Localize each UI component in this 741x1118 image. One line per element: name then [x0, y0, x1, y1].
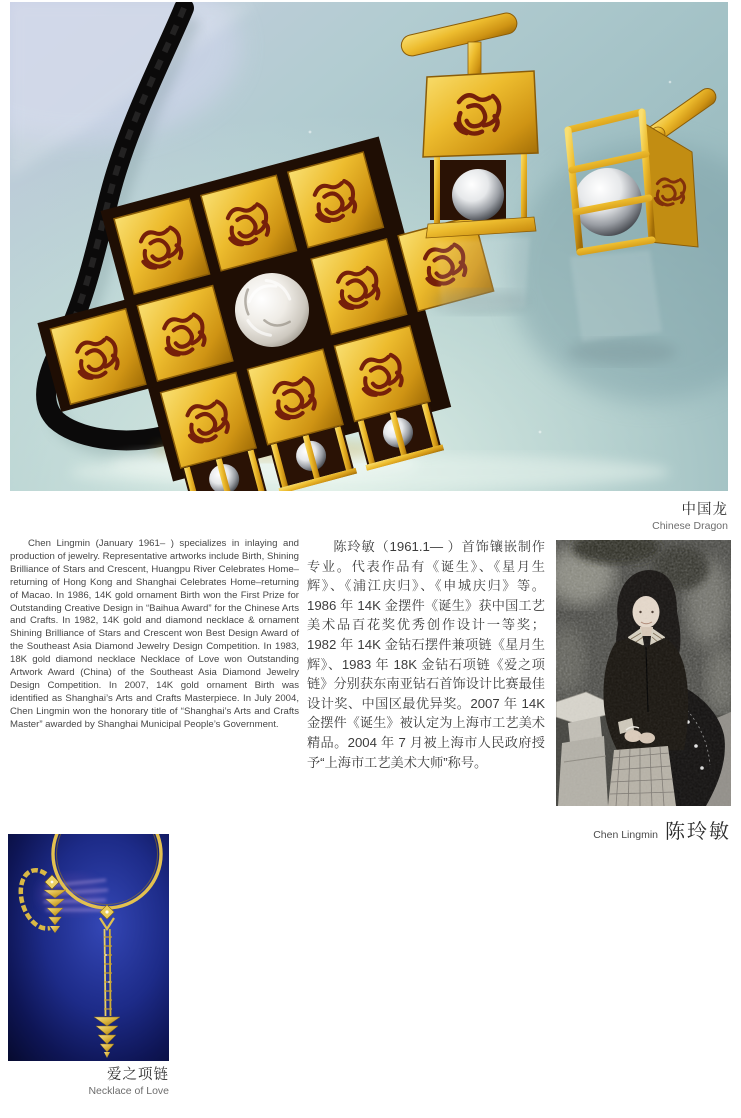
chinese-dragon-photo [10, 2, 728, 491]
artist-name-zh: 陈玲敏 [665, 821, 731, 843]
artist-portrait-art [556, 540, 731, 806]
chinese-dragon-photo-art [10, 2, 728, 491]
artwork-title-en: Chinese Dragon [652, 520, 728, 533]
caption-chinese-dragon [652, 501, 728, 533]
bio-english: Chen Lingmin (January 1961– ) specializes in inlaying and production of jewelry. Representative artworks include Birth, Shining Brilliance of Stars and Crescent, Huangpu River Celebrates Home–returning of Hong Kong and Shanghai Celebrates Home–returning of Macao. In 1986, 14K gold ornament Birth won the First Prize for Outstanding Creative Design in “Baihua Award” for the Chinese Arts and Crafts. In 1982, 14K gold and diamond necklace & ornament Shining Brilliance of Stars and Crescent won Best Design Award of the Southeast Asia Diamond Jewelry Design Competition. In 1983, 18K gold diamond necklace Necklace of Love won Outstanding Artwork Award (China) of the Southeast Asia Diamond Jewelry Design Competition. In 2007, 14K gold ornament Birth was identified as Shanghai’s Arts and Crafts Masterpiece. In July 2004, Chen Lingmin won the honorary title of “Shanghai’s Arts and Crafts Master” awarded by Shanghai Municipal People’s Government. [10, 538, 299, 730]
bottom-artwork-title-en: Necklace of Love [88, 1085, 169, 1098]
necklace-of-love-photo [8, 834, 169, 1061]
caption-necklace-of-love [8, 1066, 169, 1098]
artist-portrait-photo [556, 540, 731, 806]
caption-artist-name [593, 820, 731, 845]
artist-name-en: Chen Lingmin [593, 829, 658, 841]
necklace-of-love-art [8, 834, 169, 1061]
artwork-title-zh: 中国龙 [681, 502, 728, 518]
bottom-artwork-title-zh: 爱之项链 [107, 1067, 169, 1083]
bio-chinese: 陈玲敏（1961.1— ）首饰镶嵌制作专业。代表作品有《诞生》、《星月生辉》、《浦江庆归》、《申城庆归》等。1986 年 14K 金摆件《诞生》获中国工艺美术品百花奖优秀创作设计一等奖；1982 年 14K 金钻石摆件兼项链《星月生辉》、1983 年 18K 金钻石项链《爱之项链》分别获东南亚钻石首饰设计比赛最佳设计奖、中国区最优异奖。2007 年 14K 金摆件《诞生》被认定为上海市工艺美术精品。2004 年 7 月被上海市人民政府授予“上海市工艺美术大师”称号。 [307, 539, 545, 770]
